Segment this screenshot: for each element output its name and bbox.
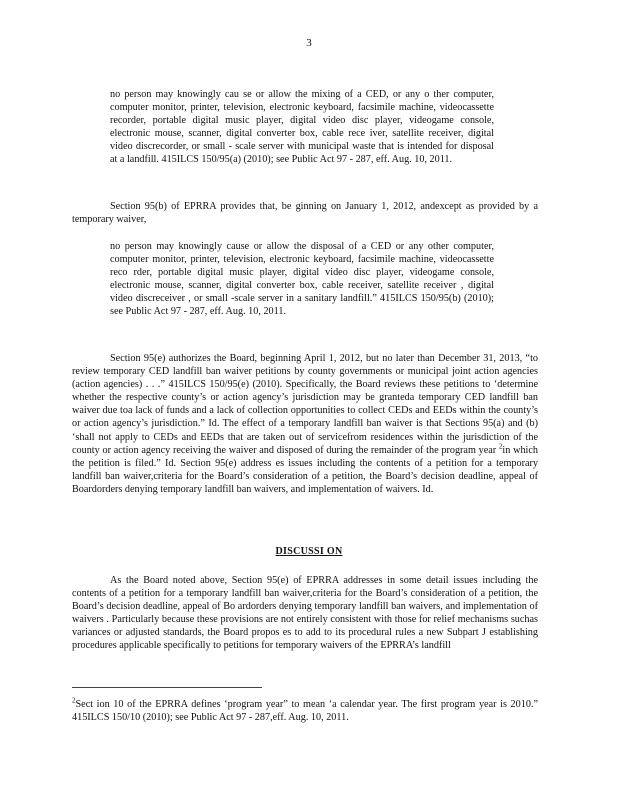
paragraph-discussion bbox=[72, 574, 538, 653]
block-quote-95a bbox=[110, 88, 494, 167]
paragraph-95b-intro bbox=[72, 200, 538, 226]
paragraph-95e bbox=[72, 352, 538, 496]
footnote-reference: 2 bbox=[498, 442, 503, 451]
quote-text: no person may knowingly cau se or allow the mixing of a CED, or any o ther computer, computer monitor, printer, television, electronic keyboard, facsimile machine, videocassette recorder, portable digital music player, digital video disc player, videogame console, electronic mouse, scanner, digital converter box, cable rece iver, satellite receiver, digital video discrecorder, or small - scale server with municipal waste that is intended for disposal at a landfill. 415ILCS 150/95(a) (2010); see Public Act 97 - 287, eff. Aug. 10, 2011. bbox=[110, 89, 494, 166]
paragraph-text-main: Section 95(e) authorizes the Board, beginning April 1, 2012, but no later than December 31, 2013, “to review temporary CED landfill ban waiver petitions by county governments or municipal joint action agencies (action agencies) . . .” 415ILCS 150/95(e) (2010). Specifically, the Board reviews these petitions to ‘determine whether the respective county’s or action agency’s jurisdiction may be granteda temporary CED landfill ban waiver due toa lack of funds and a lack of collection opportunities to collect CEDs and EEDs within the county’s or action agency’s jurisdiction.” Id. The effect of a temporary landfill ban waiver is that Sections 95(a) and (b) ‘shall not apply to CEDs and EEDs that are taken out of servicefrom residences within the jurisdiction of the county or action agency receiving the waiver and disposed of during the remainder of the program year bbox=[72, 353, 538, 456]
footnote-separator bbox=[72, 687, 262, 688]
footnote-mark: 2 bbox=[72, 696, 76, 705]
footnote bbox=[72, 698, 538, 724]
footnote-text: Sect ion 10 of the EPRRA defines ‘program year” to mean ‘a calendar year. The first program year is 2010.” 415ILCS 150/10 (2010); see Public Act 97 - 287,eff. Aug. 10, 2011. bbox=[72, 699, 538, 724]
paragraph-text: Section 95(b) of EPRRA provides that, be ginning on January 1, 2012, andexcept as provided by a temporary waiver, bbox=[72, 201, 538, 226]
paragraph-text bbox=[72, 352, 538, 496]
paragraph-text-tail: in which the petition is filed.” Id. Section 95(e) address es issues including the contents of a petition for a temporary landfill ban waiver,criteria for the Board’s consideration of a petition, the Board’s decision deadline, appeal of Boardorders denying temporary landfill ban waivers, and implementation of waivers. Id. bbox=[72, 444, 538, 495]
quote-text: no person may knowingly cause or allow the disposal of a CED or any other computer, computer monitor, printer, television, electronic keyboard, facsimile machine, videocassette reco rder, portable digital music player, digital video disc player, videogame console, electronic mouse, scanner, digital converter box, cable receiver, satellite receiver , digital video discreceiver , or small -scale server in a sanitary landfill.” 415ILCS 150/95(b) (2010); see Public Act 97 - 287, eff. Aug. 10, 2011. bbox=[110, 241, 494, 318]
block-quote-95b bbox=[110, 240, 494, 319]
paragraph-text: As the Board noted above, Section 95(e) of EPRRA addresses in some detail issues including the contents of a petition for a temporary landfill ban waiver,criteria for the Board’s consideration of a petition, the Board’s decision deadline, appeal of Bo ardorders denying temporary landfill ban waivers, and implementation of waivers . Particularly because these provisions are not entirely consistent with those for relief mechanisms suchas variances or adjusted standards, the Board propos es to add to its procedural rules a new Subpart J establishing procedures applicable specifically to petitions for temporary waivers of the EPRRA’s landfill bbox=[72, 575, 538, 652]
page-number: 3 bbox=[306, 37, 312, 49]
section-heading: DISCUSSI ON bbox=[275, 546, 343, 557]
